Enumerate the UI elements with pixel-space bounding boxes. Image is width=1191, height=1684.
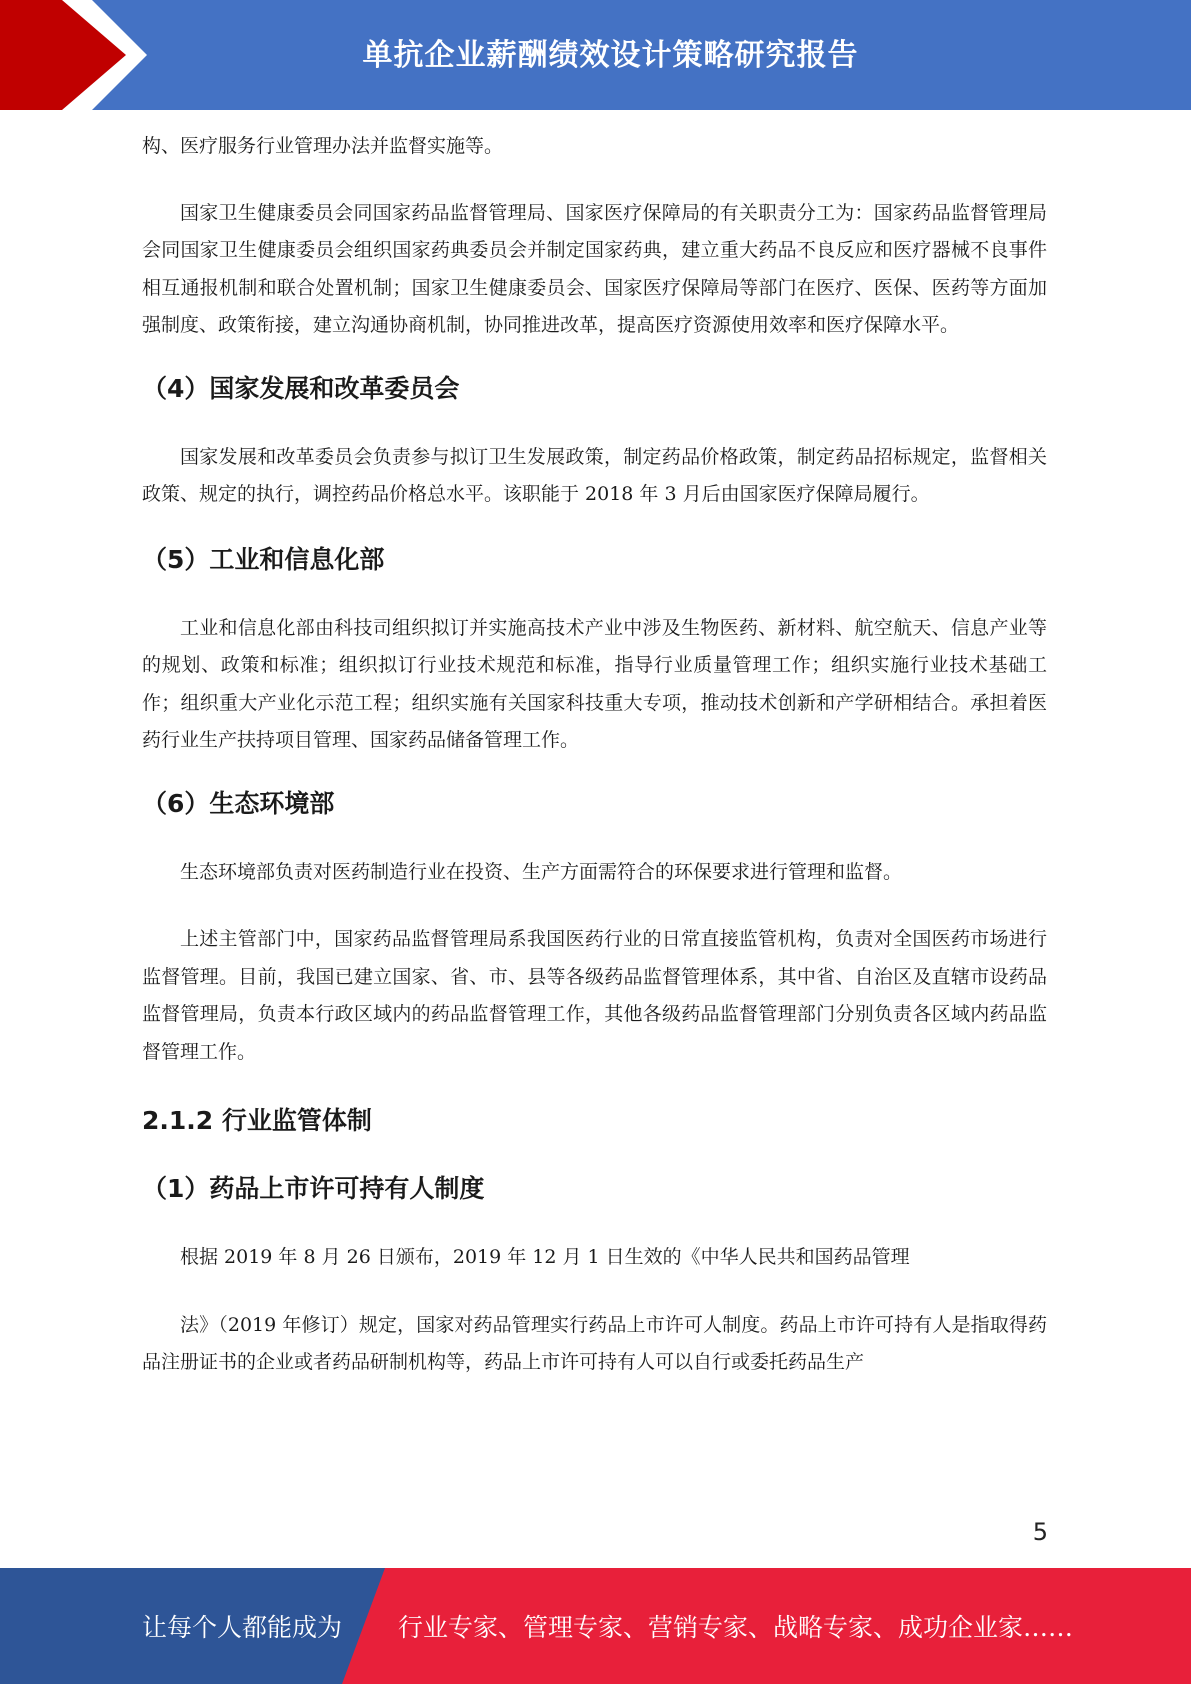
paragraph: 根据 2019 年 8 月 26 日颁布，2019 年 12 月 1 日生效的《中华人民共和国药品管理 [180,1246,910,1268]
page-content [142,128,1047,1382]
report-title: 单抗企业薪酬绩效设计策略研究报告 [362,38,859,73]
section-heading: （5）工业和信息化部 [142,544,385,574]
paragraph: 法》（2019 年修订）规定，国家对药品管理实行药品上市许可人制度。药品上市许可持有人是指取得药品注册证书的企业或者药品研制机构等，药品上市许可持有人可以自行或委托药品生产 [142,1313,1047,1373]
footer-slogan-right: 行业专家、管理专家、营销专家、战略专家、成功企业家…… [398,1613,1074,1642]
subsection-heading: 2.1.2 行业监管体制 [142,1106,372,1135]
paragraph: 上述主管部门中，国家药品监督管理局系我国医药行业的日常直接监管机构，负责对全国医药市场进行监督管理。目前，我国已建立国家、省、市、县等各级药品监督管理体系，其中省、自治区及直辖市设药品监督管理局，负责本行政区域内的药品监督管理工作，其他各级药品监督管理部门分别负责各区域内药品监督管理工作。 [142,928,1047,1063]
section-heading: （1）药品上市许可持有人制度 [142,1174,485,1203]
page-footer [0,1568,1191,1684]
page-header [0,0,1191,110]
paragraph: 国家卫生健康委员会同国家药品监督管理局、国家医疗保障局的有关职责分工为：国家药品监督管理局会同国家卫生健康委员会组织国家药典委员会并制定国家药典，建立重大药品不良反应和医疗器械不良事件相互通报机制和联合处置机制；国家卫生健康委员会、国家医疗保障局等部门在医疗、医保、医药等方面加强制度、政策衔接，建立沟通协商机制，协同推进改革，提高医疗资源使用效率和医疗保障水平。 [142,201,1047,336]
paragraph: 国家发展和改革委员会负责参与拟订卫生发展政策，制定药品价格政策，制定药品招标规定，监督相关政策、规定的执行，调控药品价格总水平。该职能于 2018 年 3 月后由国家医疗保障局履行。 [142,445,1047,505]
page-number: 5 [1032,1518,1048,1546]
section-heading: （4）国家发展和改革委员会 [142,373,460,403]
paragraph: 构、医疗服务行业管理办法并监督实施等。 [142,135,504,157]
paragraph: 生态环境部负责对医药制造行业在投资、生产方面需符合的环保要求进行管理和监督。 [180,860,903,883]
section-heading: （6）生态环境部 [142,788,335,818]
footer-slogan-left: 让每个人都能成为 [142,1613,343,1642]
paragraph: 工业和信息化部由科技司组织拟订并实施高技术产业中涉及生物医药、新材料、航空航天、信息产业等的规划、政策和标准；组织拟订行业技术规范和标准，指导行业质量管理工作；组织实施行业技术基础工作；组织重大产业化示范工程；组织实施有关国家科技重大专项，推动技术创新和产学研相结合。承担着医药行业生产扶持项目管理、国家药品储备管理工作。 [142,616,1047,751]
